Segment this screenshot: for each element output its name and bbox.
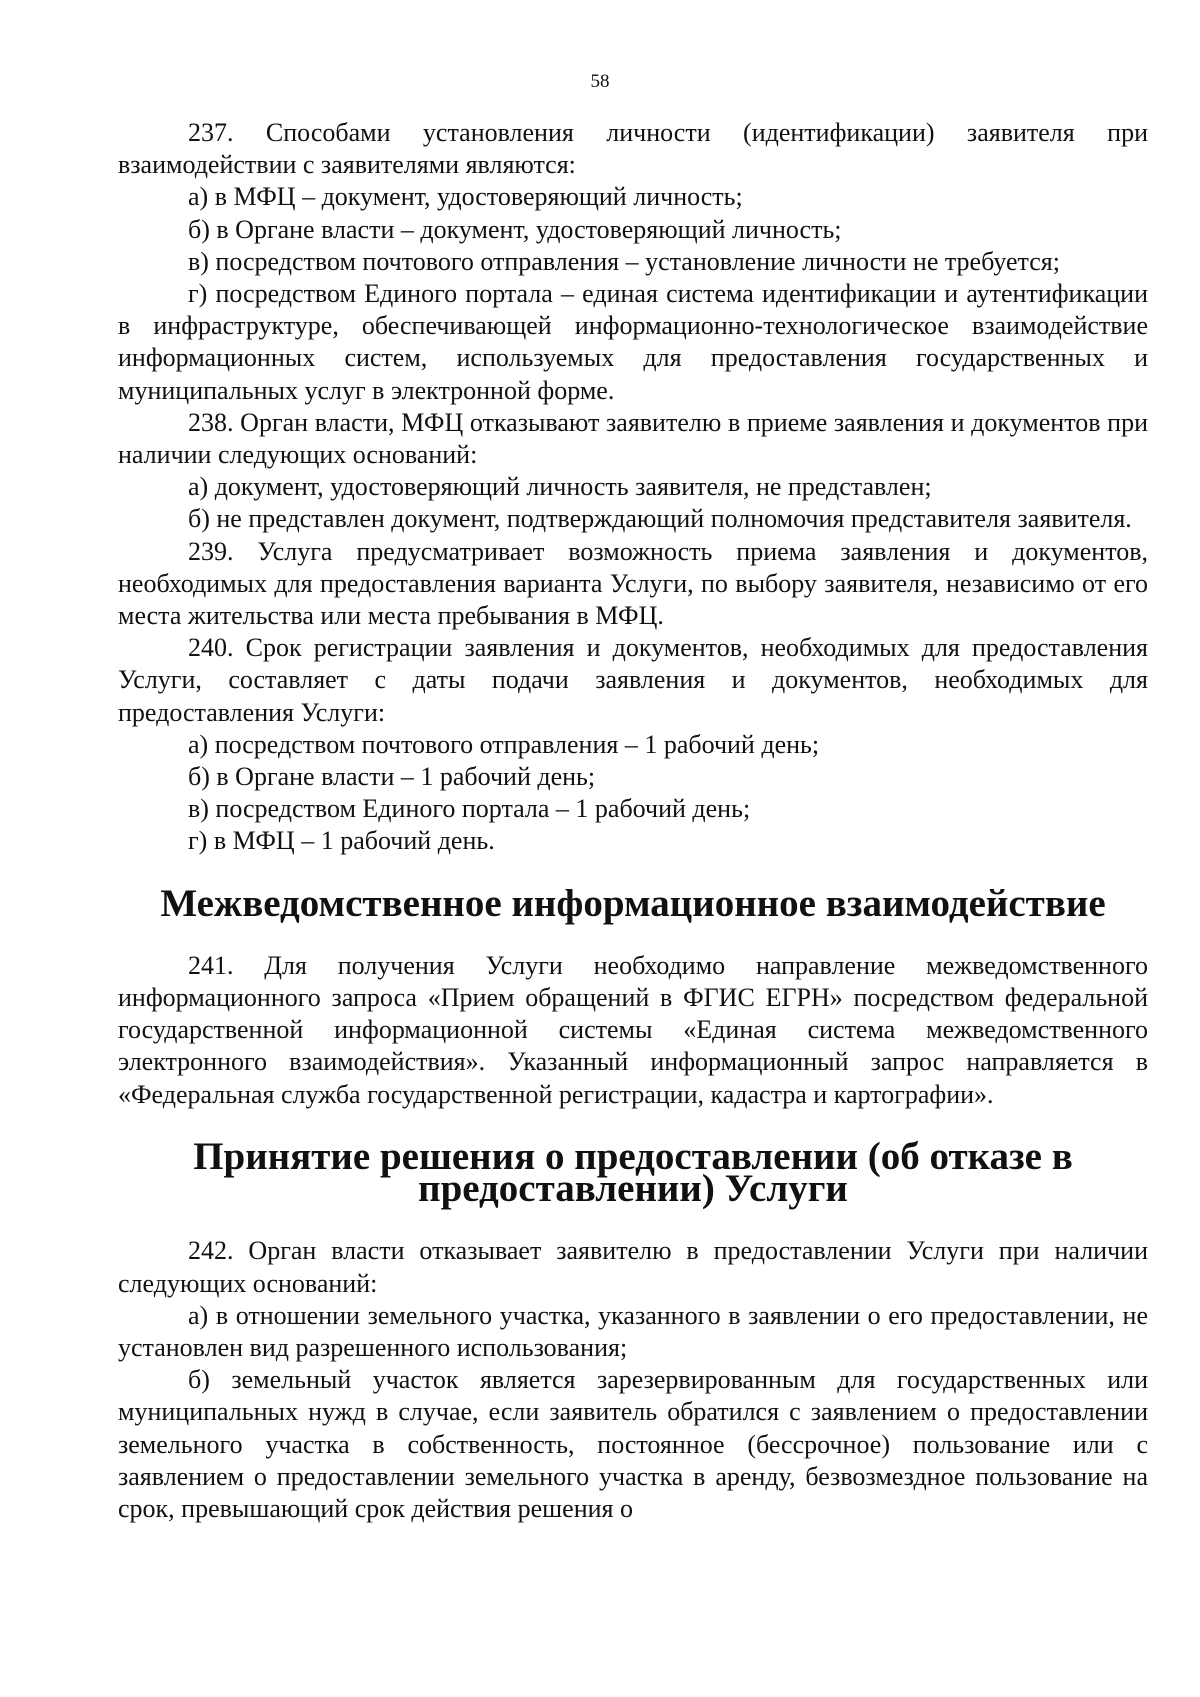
document-body <box>118 117 1148 1525</box>
section-heading-decision: Принятие решения о предоставлении (об отказе в предоставлении) Услуги <box>193 1134 1073 1211</box>
list-item-238-b: б) не представлен документ, подтверждающий полномочия представителя заявителя. <box>188 504 1132 534</box>
list-item-237-a: а) в МФЦ – документ, удостоверяющий личность; <box>188 182 743 212</box>
paragraph-239: 239. Услуга предусматривает возможность приема заявления и документов, необходимых для предоставления варианта Услуги, по выбору заявителя, независимо от его места жительства или места пребывания в МФЦ. <box>118 536 1148 631</box>
paragraph-242: 242. Орган власти отказывает заявителю в предоставлении Услуги при наличии следующих оснований: <box>118 1236 1148 1298</box>
section-heading-interagency: Межведомственное информационное взаимодействие <box>160 881 1106 925</box>
list-item-238-a: а) документ, удостоверяющий личность заявителя, не представлен; <box>188 472 932 502</box>
list-item-237-v: в) посредством почтового отправления – установление личности не требуется; <box>188 246 1060 276</box>
paragraph-237: 237. Способами установления личности (идентификации) заявителя при взаимодействии с заявителями являются: <box>118 118 1148 180</box>
list-item-242-b: б) земельный участок является зарезервированным для государственных или муниципальных нужд в случае, если заявитель обратился с заявлением о предоставлении земельного участка в собственность, постоянное (бессрочное) пользование или с заявлением о предоставлении земельного участка в аренду, безвозмездное пользование на срок, превышающий срок действия решения о <box>118 1365 1148 1523</box>
paragraph-240: 240. Срок регистрации заявления и документов, необходимых для предоставления Услуги, составляет с даты подачи заявления и документов, необходимых для предоставления Услуги: <box>118 633 1148 727</box>
list-item-240-b: б) в Органе власти – 1 рабочий день; <box>188 762 596 792</box>
list-item-237-b: б) в Органе власти – документ, удостоверяющий личность; <box>188 214 842 244</box>
list-item-240-g: г) в МФЦ – 1 рабочий день. <box>188 826 495 856</box>
list-item-240-a: а) посредством почтового отправления – 1 рабочий день; <box>188 729 820 759</box>
paragraph-241: 241. Для получения Услуги необходимо направление межведомственного информационного запроса «Прием обращений в ФГИС ЕГРН» посредством федеральной государственной информационной системы «Единая система межведомственного электронного взаимодействия». Указанный информационный запрос направляется в «Федеральная служба государственной регистрации, кадастра и картографии». <box>118 950 1148 1109</box>
list-item-237-g: г) посредством Единого портала – единая система идентификации и аутентификации в инфраструктуре, обеспечивающей информационно-технологическое взаимодействие информационных систем, используемых для предоставления государственных и муниципальных услуг в электронной форме. <box>118 279 1148 405</box>
list-item-240-v: в) посредством Единого портала – 1 рабочий день; <box>188 794 751 824</box>
list-item-242-a: а) в отношении земельного участка, указанного в заявлении о его предоставлении, не установлен вид разрешенного использования; <box>118 1300 1148 1362</box>
page-number: 58 <box>590 71 610 92</box>
paragraph-238: 238. Орган власти, МФЦ отказывают заявителю в приеме заявления и документов при наличии следующих оснований: <box>118 407 1148 470</box>
